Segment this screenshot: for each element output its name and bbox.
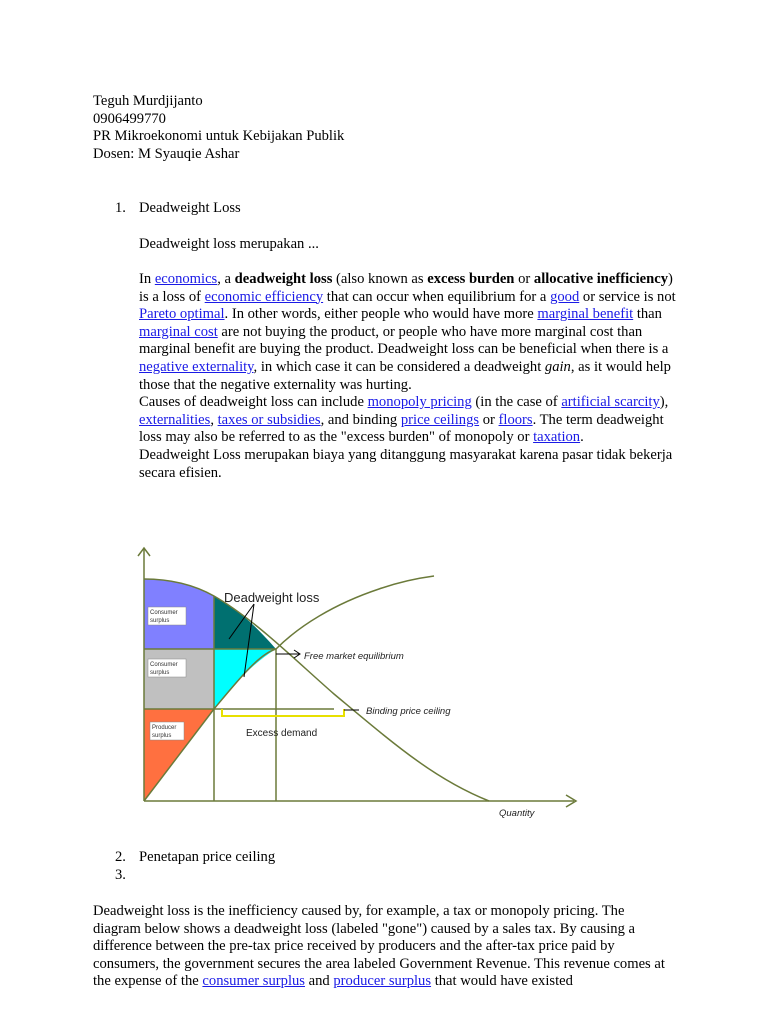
label-free-market-equilibrium: Free market equilibrium	[304, 651, 404, 662]
section-intro: Deadweight loss merupakan ...	[139, 236, 319, 252]
link-floors[interactable]: floors	[498, 411, 533, 428]
region-transfer	[214, 649, 276, 709]
link-pareto-optimal[interactable]: Pareto optimal	[139, 306, 225, 323]
author-name: Teguh Murdjijanto	[93, 93, 203, 109]
label-consumer-surplus-top-1: Consumer	[150, 610, 178, 616]
label-consumer-surplus-mid-1: Consumer	[150, 662, 178, 668]
explanation-paragraph: Deadweight loss is the inefficiency caused by, for example, a tax or monopoly pricing. The diagram below shows a deadweight loss (labeled "gone") caused by a sales tax. By causing a difference between the pre-tax price received by producers and the after-tax price paid by consumers, the government secures the area labeled Government Revenue. This revenue comes at the expense of the consumer surplus and producer surplus that would have existed	[93, 903, 665, 990]
link-artificial-scarcity[interactable]: artificial scarcity	[561, 394, 660, 411]
section-title-text: Deadweight Loss	[139, 200, 241, 216]
label-excess-demand: Excess demand	[246, 728, 318, 739]
label-consumer-surplus-top-2: surplus	[150, 618, 170, 624]
link-economic-efficiency[interactable]: economic efficiency	[204, 288, 324, 305]
link-price-ceilings[interactable]: price ceilings	[400, 411, 480, 428]
indonesian-summary: Deadweight Loss merupakan biaya yang ditanggung masyarakat karena pasar tidak bekerja secara efisien.	[139, 446, 673, 481]
label-binding-price-ceiling: Binding price ceiling	[366, 706, 451, 717]
link-marginal-benefit[interactable]: marginal benefit	[537, 306, 634, 323]
list-item-2: 2. Penetapan price ceiling	[115, 849, 276, 865]
list-item-3: 3.	[115, 866, 126, 883]
link-externalities[interactable]: externalities	[139, 411, 211, 428]
student-id: 0906499770	[93, 110, 166, 127]
link-economics[interactable]: economics	[154, 271, 218, 287]
lecturer-name: Dosen: M Syauqie Ashar	[93, 145, 240, 162]
link-monopoly-pricing[interactable]: monopoly pricing	[367, 394, 472, 411]
link-taxation[interactable]: taxation	[533, 429, 581, 446]
link-consumer-surplus[interactable]: consumer surplus	[202, 973, 305, 990]
numbered-list-continued	[115, 849, 275, 884]
region-consumer-surplus-middle	[144, 649, 214, 709]
label-producer-surplus-1: Producer	[152, 725, 177, 731]
term-deadweight-loss: deadweight loss	[234, 271, 333, 287]
link-negative-externality[interactable]: negative externality	[139, 358, 254, 375]
label-consumer-surplus-mid-2: surplus	[150, 670, 170, 676]
link-producer-surplus[interactable]: producer surplus	[333, 973, 432, 990]
list-number: 1.	[115, 200, 126, 216]
label-producer-surplus-2: surplus	[152, 733, 172, 739]
link-marginal-cost[interactable]: marginal cost	[139, 323, 218, 340]
author-header	[93, 93, 344, 163]
term-allocative-inefficiency: allocative inefficiency	[533, 271, 669, 287]
course-title: PR Mikroekonomi untuk Kebijakan Publik	[93, 128, 345, 145]
deadweight-loss-diagram	[134, 544, 584, 822]
link-good[interactable]: good	[550, 288, 580, 305]
label-deadweight-loss: Deadweight loss	[224, 590, 320, 605]
term-excess-burden: excess burden	[427, 271, 515, 287]
section-1-title	[115, 200, 241, 218]
definition-paragraph: In economics, a deadweight loss (also known as excess burden or allocative inefficiency) is a loss of economic efficiency that can occur when equilibrium for a good or service is not Pareto optimal. In other words, either people who would have more marginal benefit than marginal cost are not buying the product, or people who have more marginal cost than marginal benefit are buying the product. Deadweight loss can be beneficial when there is a negative externality, in which case it can be considered a deadweight gain, as it would help those that the negative externality was hurting. Causes of deadweight loss can include monopoly pricing (in the case of artificial scarcity), externalities, taxes or subsidies, and binding price ceilings or floors. The term deadweight loss may also be referred to as the "excess burden" of monopoly or taxation. Deadweight Loss merupakan biaya yang ditanggung masyarakat karena pasar tidak bekerja secara efisien.	[139, 271, 679, 482]
link-taxes-or-subsidies[interactable]: taxes or subsidies	[217, 411, 321, 428]
label-quantity: Quantity	[499, 808, 535, 819]
